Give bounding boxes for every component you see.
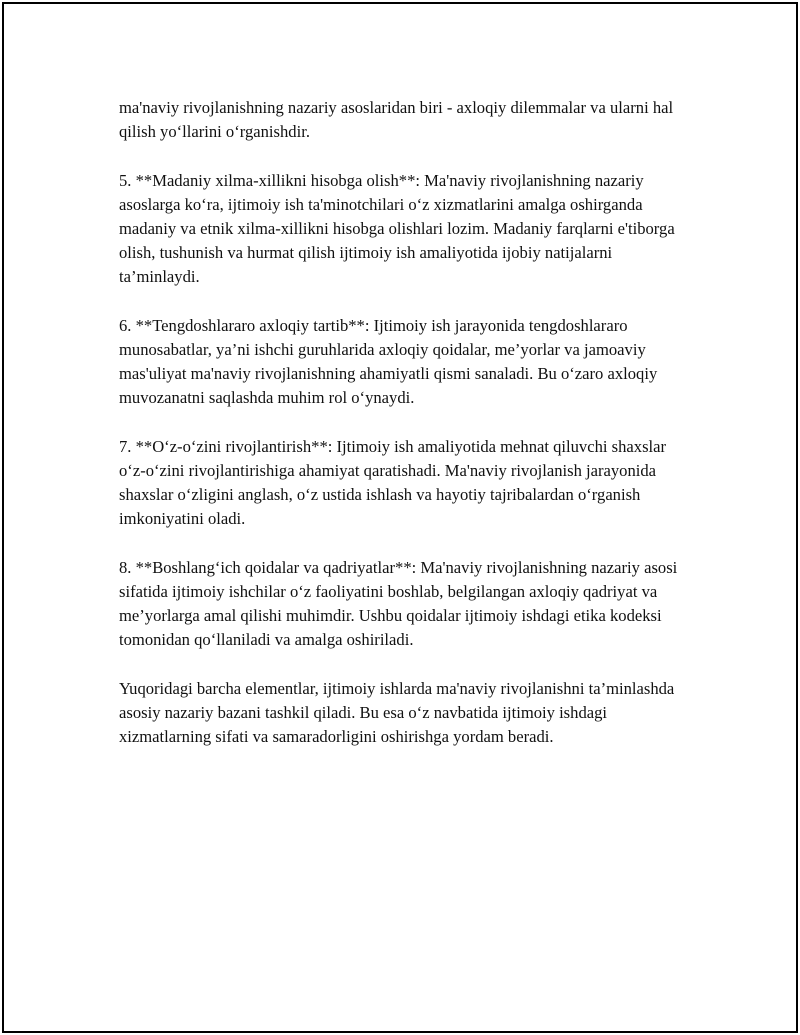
paragraph-intro-continuation: ma'naviy rivojlanishning nazariy asoslaridan biri - axloqiy dilemmalar va ularni hal qilish yo‘llarini o‘rganishdir. bbox=[119, 98, 674, 142]
paragraph-item-6: 6. **Tengdoshlararo axloqiy tartib**: Ijtimoiy ish jarayonida tengdoshlararo munosabatlar, ya’ni ishchi guruhlarida axloqiy qoidalar, me’yorlar va jamoaviy mas'uliyat ma'naviy rivojlanishning ahamiyatli qismi sanaladi. Bu o‘zaro axloqiy muvozanatni saqlashda muhim rol o‘ynaydi. bbox=[119, 315, 658, 408]
paragraph-conclusion: Yuqoridagi barcha elementlar, ijtimoiy ishlarda ma'naviy rivojlanishni ta’minlashda asosiy nazariy bazani tashkil qiladi. Bu esa o‘z navbatida ijtimoiy ishdagi xizmatlarning sifati va samaradorligini oshirishga yordam beradi. bbox=[119, 678, 675, 747]
paragraph-item-8: 8. **Boshlang‘ich qoidalar va qadriyatlar**: Ma'naviy rivojlanishning nazariy asosi sifatida ijtimoiy ishchilar o‘z faoliyatini boshlab, belgilangan axloqiy qadriyat va me’yorlarga amal qilishi muhimdir. Ushbu qoidalar ijtimoiy ishdagi etika kodeksi tomonidan qo‘llaniladi va amalga oshiriladi. bbox=[119, 557, 678, 650]
paragraph-item-5: 5. **Madaniy xilma-xillikni hisobga olish**: Ma'naviy rivojlanishning nazariy asoslarga ko‘ra, ijtimoiy ish ta'minotchilari o‘z xizmatlarini amalga oshirganda madaniy va etnik xilma-xillikni hisobga olishlari lozim. Madaniy farqlarni e'tiborga olish, tushunish va hurmat qilish ijtimoiy ish amaliyotida ijobiy natijalarni ta’minlaydi. bbox=[119, 170, 675, 287]
paragraph-item-7: 7. **O‘z-o‘zini rivojlantirish**: Ijtimoiy ish amaliyotida mehnat qiluvchi shaxslar o‘z-o‘zini rivojlantirishiga ahamiyat qaratishadi. Ma'naviy rivojlanish jarayonida shaxslar o‘zligini anglash, o‘z ustida ishlash va hayotiy tajribalardan o‘rganish imkoniyatini oladi. bbox=[119, 436, 667, 529]
document-page bbox=[2, 2, 798, 1033]
document-body bbox=[119, 96, 694, 774]
